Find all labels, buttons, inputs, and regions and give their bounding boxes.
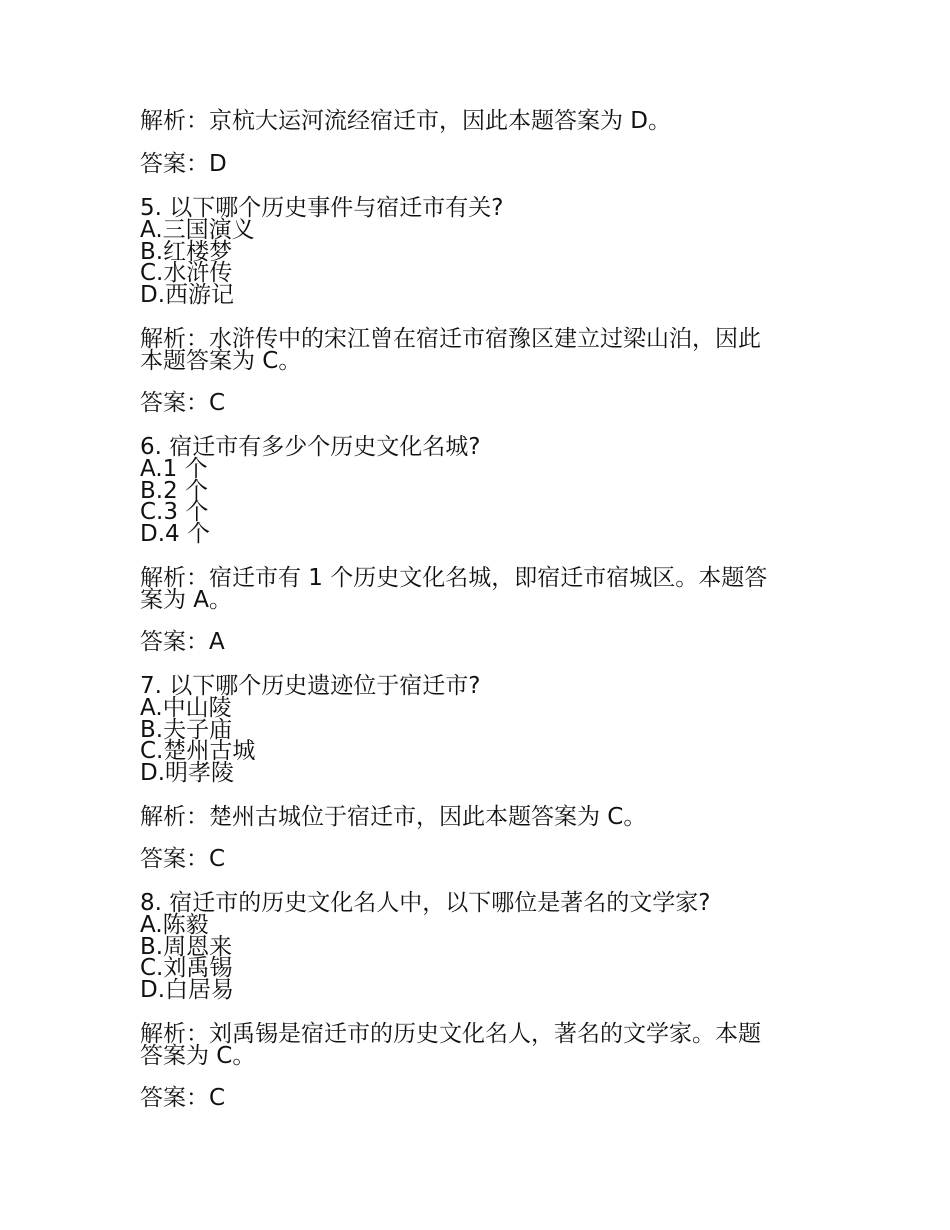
question-6-option-a: A.1 个	[140, 456, 208, 482]
question-5-option-d: D.西游记	[140, 282, 235, 308]
question-5-analysis-line-2: 本题答案为 C。	[140, 348, 302, 374]
question-6-analysis-line-2: 案为 A。	[140, 587, 233, 613]
question-8-option-a: A.陈毅	[140, 912, 209, 938]
question-7-analysis-line-1: 解析：楚州古城位于宿迁市，因此本题答案为 C。	[140, 804, 647, 830]
question-8-stem: 8. 宿迁市的历史文化名人中，以下哪位是著名的文学家?	[140, 890, 711, 916]
question-6-option-b: B.2 个	[140, 478, 209, 504]
intro-analysis: 解析：京杭大运河流经宿迁市，因此本题答案为 D。	[140, 108, 672, 134]
question-5-option-b: B.红楼梦	[140, 239, 233, 265]
question-8-option-b: B.周恩来	[140, 934, 233, 960]
question-5-option-a: A.三国演义	[140, 217, 255, 243]
question-6-answer: 答案：A	[140, 629, 225, 655]
question-7-option-b: B.夫子庙	[140, 717, 233, 743]
question-6-analysis-line-1: 解析：宿迁市有 1 个历史文化名城，即宿迁市宿城区。本题答	[140, 565, 768, 591]
question-7-answer: 答案：C	[140, 846, 226, 872]
question-8-analysis-line-1: 解析：刘禹锡是宿迁市的历史文化名人，著名的文学家。本题	[140, 1021, 761, 1047]
question-8-option-c: C.刘禹锡	[140, 955, 233, 981]
question-6-option-c: C.3 个	[140, 499, 209, 525]
intro-answer: 答案：D	[140, 151, 227, 177]
question-5-answer: 答案：C	[140, 390, 226, 416]
question-8-answer: 答案：C	[140, 1085, 226, 1111]
question-7-option-c: C.楚州古城	[140, 738, 256, 764]
question-7-stem: 7. 以下哪个历史遗迹位于宿迁市?	[140, 673, 481, 699]
question-8-option-d: D.白居易	[140, 977, 235, 1003]
question-7-option-a: A.中山陵	[140, 695, 232, 721]
question-5-analysis-line-1: 解析：水浒传中的宋江曾在宿迁市宿豫区建立过梁山泊，因此	[140, 326, 761, 352]
question-6-stem: 6. 宿迁市有多少个历史文化名城?	[140, 434, 481, 460]
question-6-option-d: D.4 个	[140, 521, 210, 547]
question-7-option-d: D.明孝陵	[140, 760, 235, 786]
question-8-analysis-line-2: 答案为 C。	[140, 1043, 256, 1069]
question-5-option-c: C.水浒传	[140, 260, 233, 286]
question-5-stem: 5. 以下哪个历史事件与宿迁市有关?	[140, 195, 504, 221]
